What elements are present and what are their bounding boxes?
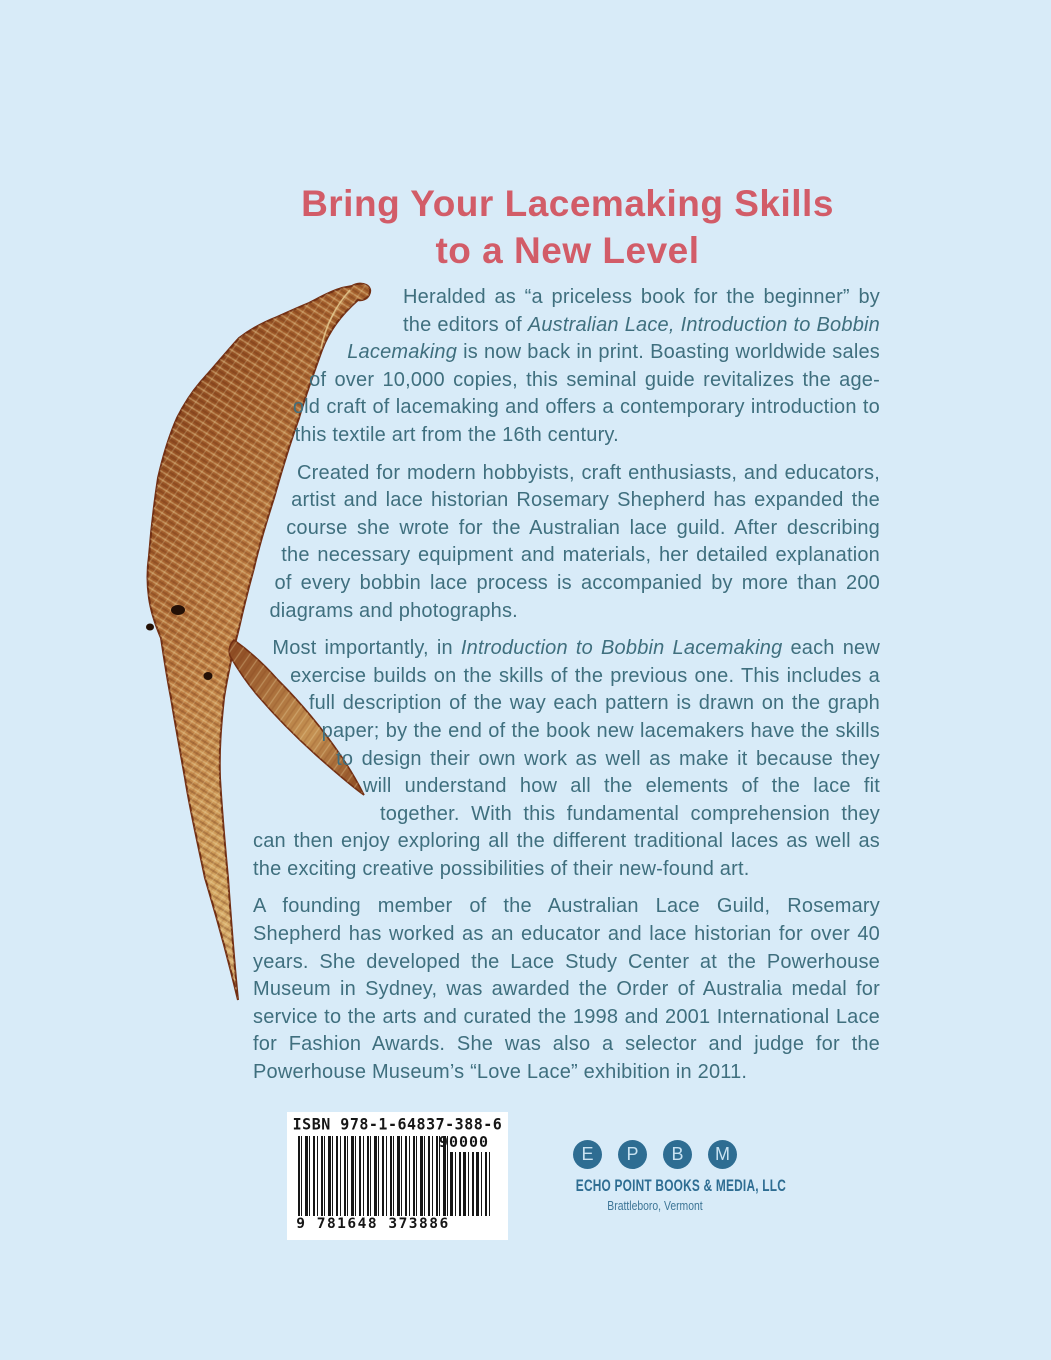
publisher-initials — [545, 1140, 765, 1169]
publisher-location: Brattleboro, Vermont — [607, 1198, 703, 1213]
barcode-bars-main — [298, 1136, 448, 1216]
page-title — [240, 180, 895, 274]
publisher-initial-circle: E — [573, 1140, 602, 1169]
title-line-1: Bring Your Lacemaking Skills — [301, 183, 834, 224]
title-line-2: to a New Level — [435, 230, 700, 271]
publisher-logo — [545, 1140, 787, 1213]
publisher-name: ECHO POINT BOOKS & MEDIA, LLC — [575, 1177, 787, 1195]
body-paragraph: Created for modern hobbyists, craft enthusiasts, and educators, artist and lace historian Rosemary Shepherd has expanded the course she wrote for the Australian lace guild. After describing the necessary equipment and materials, her detailed explanation of every bobbin lace process is accompanied by more than 200 diagrams and photographs. — [269, 461, 880, 622]
body-paragraphs — [253, 284, 880, 1087]
body-text — [253, 284, 880, 1097]
body-paragraph: Most importantly, in Introduction to Bobbin Lacemaking each new exercise builds on the skills of the previous one. This includes a full description of the way each pattern is drawn on the graph paper; by the end of the book new lacemakers have the skills to design their own work as well as make it because they will understand how all the elements of the lace fit together. With this fundamental comprehension they can then enjoy exploring all the different traditional laces as well as the exciting creative possibilities of their new-found art. — [253, 637, 880, 880]
barcode-bars-supplement — [450, 1152, 490, 1216]
isbn-barcode — [287, 1112, 508, 1240]
body-paragraph: Heralded as “a priceless book for the beginner” by the editors of Australian Lace, Introduction to Bobbin Lacemaking is now back in print. Boasting worldwide sales of over 10,000 copies, this seminal guide revitalizes the age-old craft of lacemaking and offers a contemporary introduction to this textile art from the 16th century. — [292, 286, 880, 446]
publisher-initial-circle: B — [663, 1140, 692, 1169]
publisher-initial-circle: M — [708, 1140, 737, 1169]
body-paragraph: A founding member of the Australian Lace Guild, Rosemary Shepherd has worked as an educator and lace historian for over 40 years. She developed the Lace Study Center at the Powerhouse Museum in Sydney, was awarded the Order of Australia medal for service to the arts and curated the 1998 and 2001 International Lace for Fashion Awards. She was also a selector and judge for the Powerhouse Museum’s “Love Lace” exhibition in 2011. — [253, 895, 880, 1084]
publisher-initial-circle: P — [618, 1140, 647, 1169]
barcode-digits: 9 781648 373886 — [287, 1216, 459, 1232]
barcode-price-code: 90000 — [438, 1133, 490, 1151]
isbn-label: ISBN 978-1-64837-388-6 — [292, 1114, 503, 1134]
